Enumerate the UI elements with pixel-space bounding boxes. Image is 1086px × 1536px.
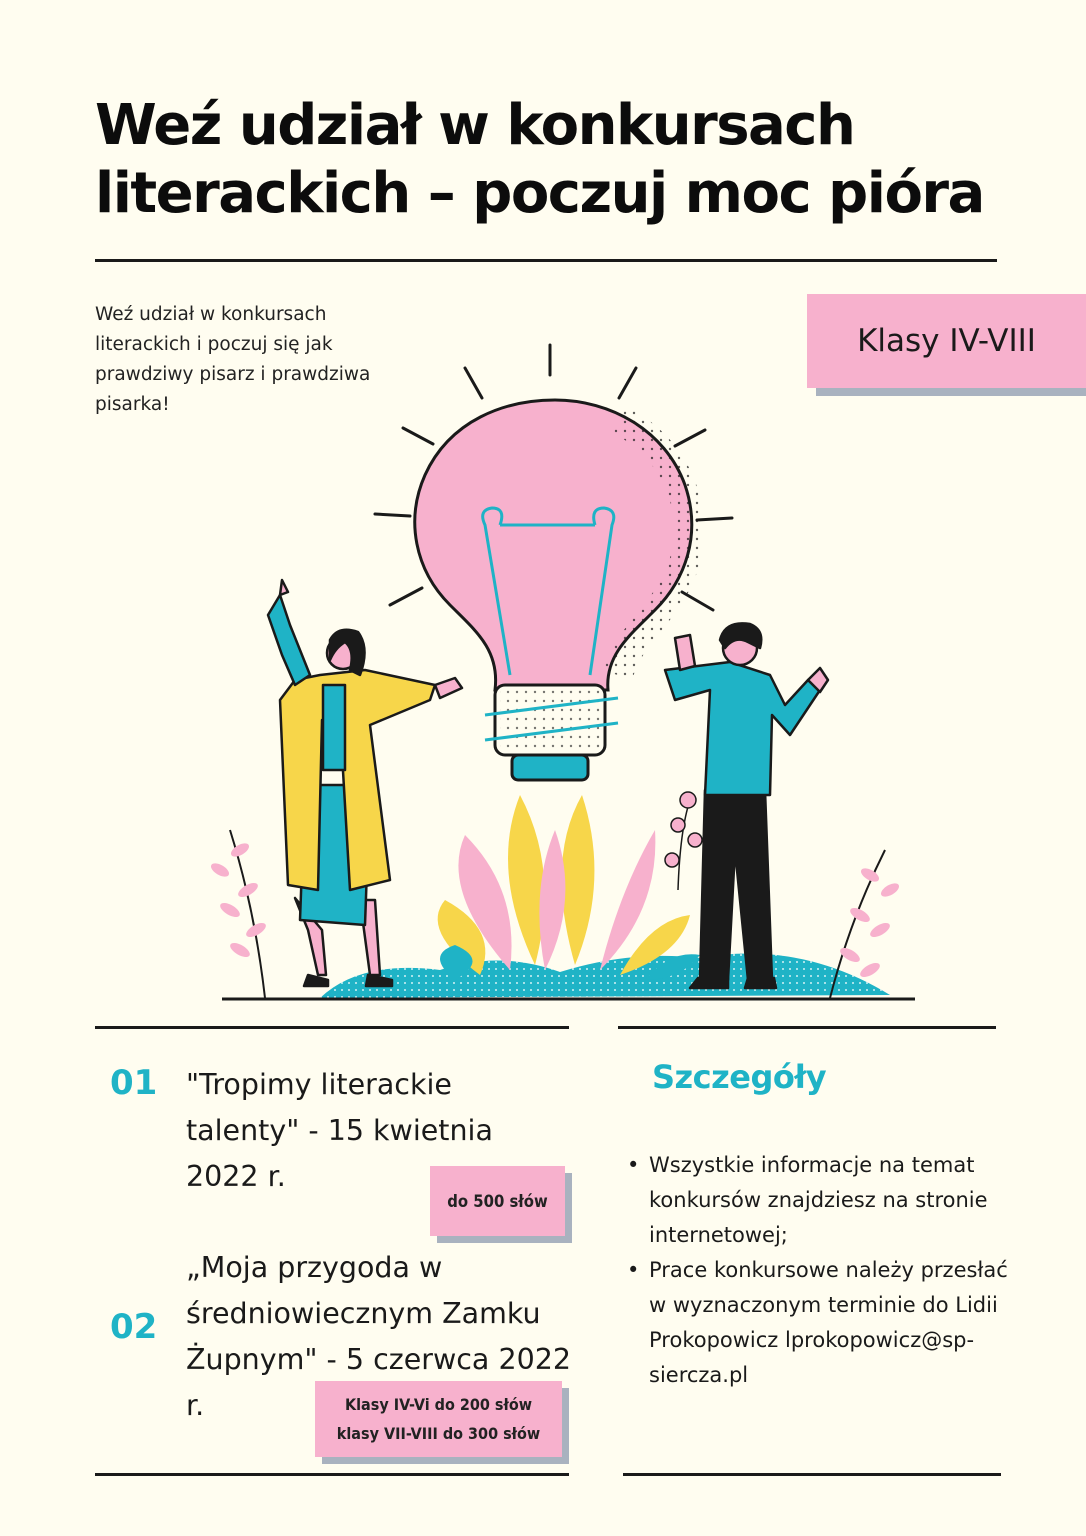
contest-title-1: "Tropimy literackie talenty" - 15 kwietnia 2022 r. — [186, 1068, 493, 1193]
plant — [438, 795, 700, 980]
lightbulb-illustration — [200, 330, 930, 1020]
details-bottom-divider — [623, 1473, 1001, 1476]
contests-top-divider — [95, 1026, 569, 1029]
contest-tag-2-line-1: Klasy IV-Vi do 200 słów — [344, 1395, 533, 1414]
intro-text: Weź udział w konkursach literackich i poczuj się jak prawdziwy pisarz i prawdziwa pisarka! — [95, 304, 371, 415]
left-fern — [209, 830, 268, 998]
contest-number-2: 02 — [110, 1307, 158, 1347]
contest-tag-2-line-2: klasy VII-VIII do 300 słów — [336, 1424, 541, 1443]
details-item-1: • Wszystkie informacje na temat konkursów znajdziesz na stronie internetowej; — [625, 1148, 1025, 1253]
title-line-1: Weź udział w konkursach — [95, 93, 855, 158]
details-heading: Szczegóły — [652, 1058, 827, 1096]
title-divider — [95, 259, 997, 262]
contest-tag-2 — [315, 1381, 562, 1457]
details-top-divider — [618, 1026, 996, 1029]
contest-tag-1-line-1: do 500 słów — [447, 1191, 548, 1211]
details-item-2: • Prace konkursowe należy przesłać w wyznaczonym terminie do Lidii Prokopowicz lprokopowicz@sp-siercza.pl — [625, 1253, 1025, 1393]
woman-figure — [268, 580, 462, 986]
grade-badge: Klasy IV-VIII — [807, 294, 1086, 388]
contest-tag-1 — [430, 1166, 565, 1236]
contest-number-1: 01 — [110, 1063, 158, 1103]
small-pink-plant — [665, 792, 702, 890]
contests-bottom-divider — [95, 1473, 569, 1476]
page-title — [95, 92, 1055, 228]
contest-title-2: „Moja przygoda w średniowiecznym Zamku Żupnym" - 5 czerwca 2022 r. — [186, 1251, 571, 1422]
details-list — [625, 1148, 1025, 1393]
title-line-2: literackich – poczuj moc pióra — [95, 161, 984, 226]
